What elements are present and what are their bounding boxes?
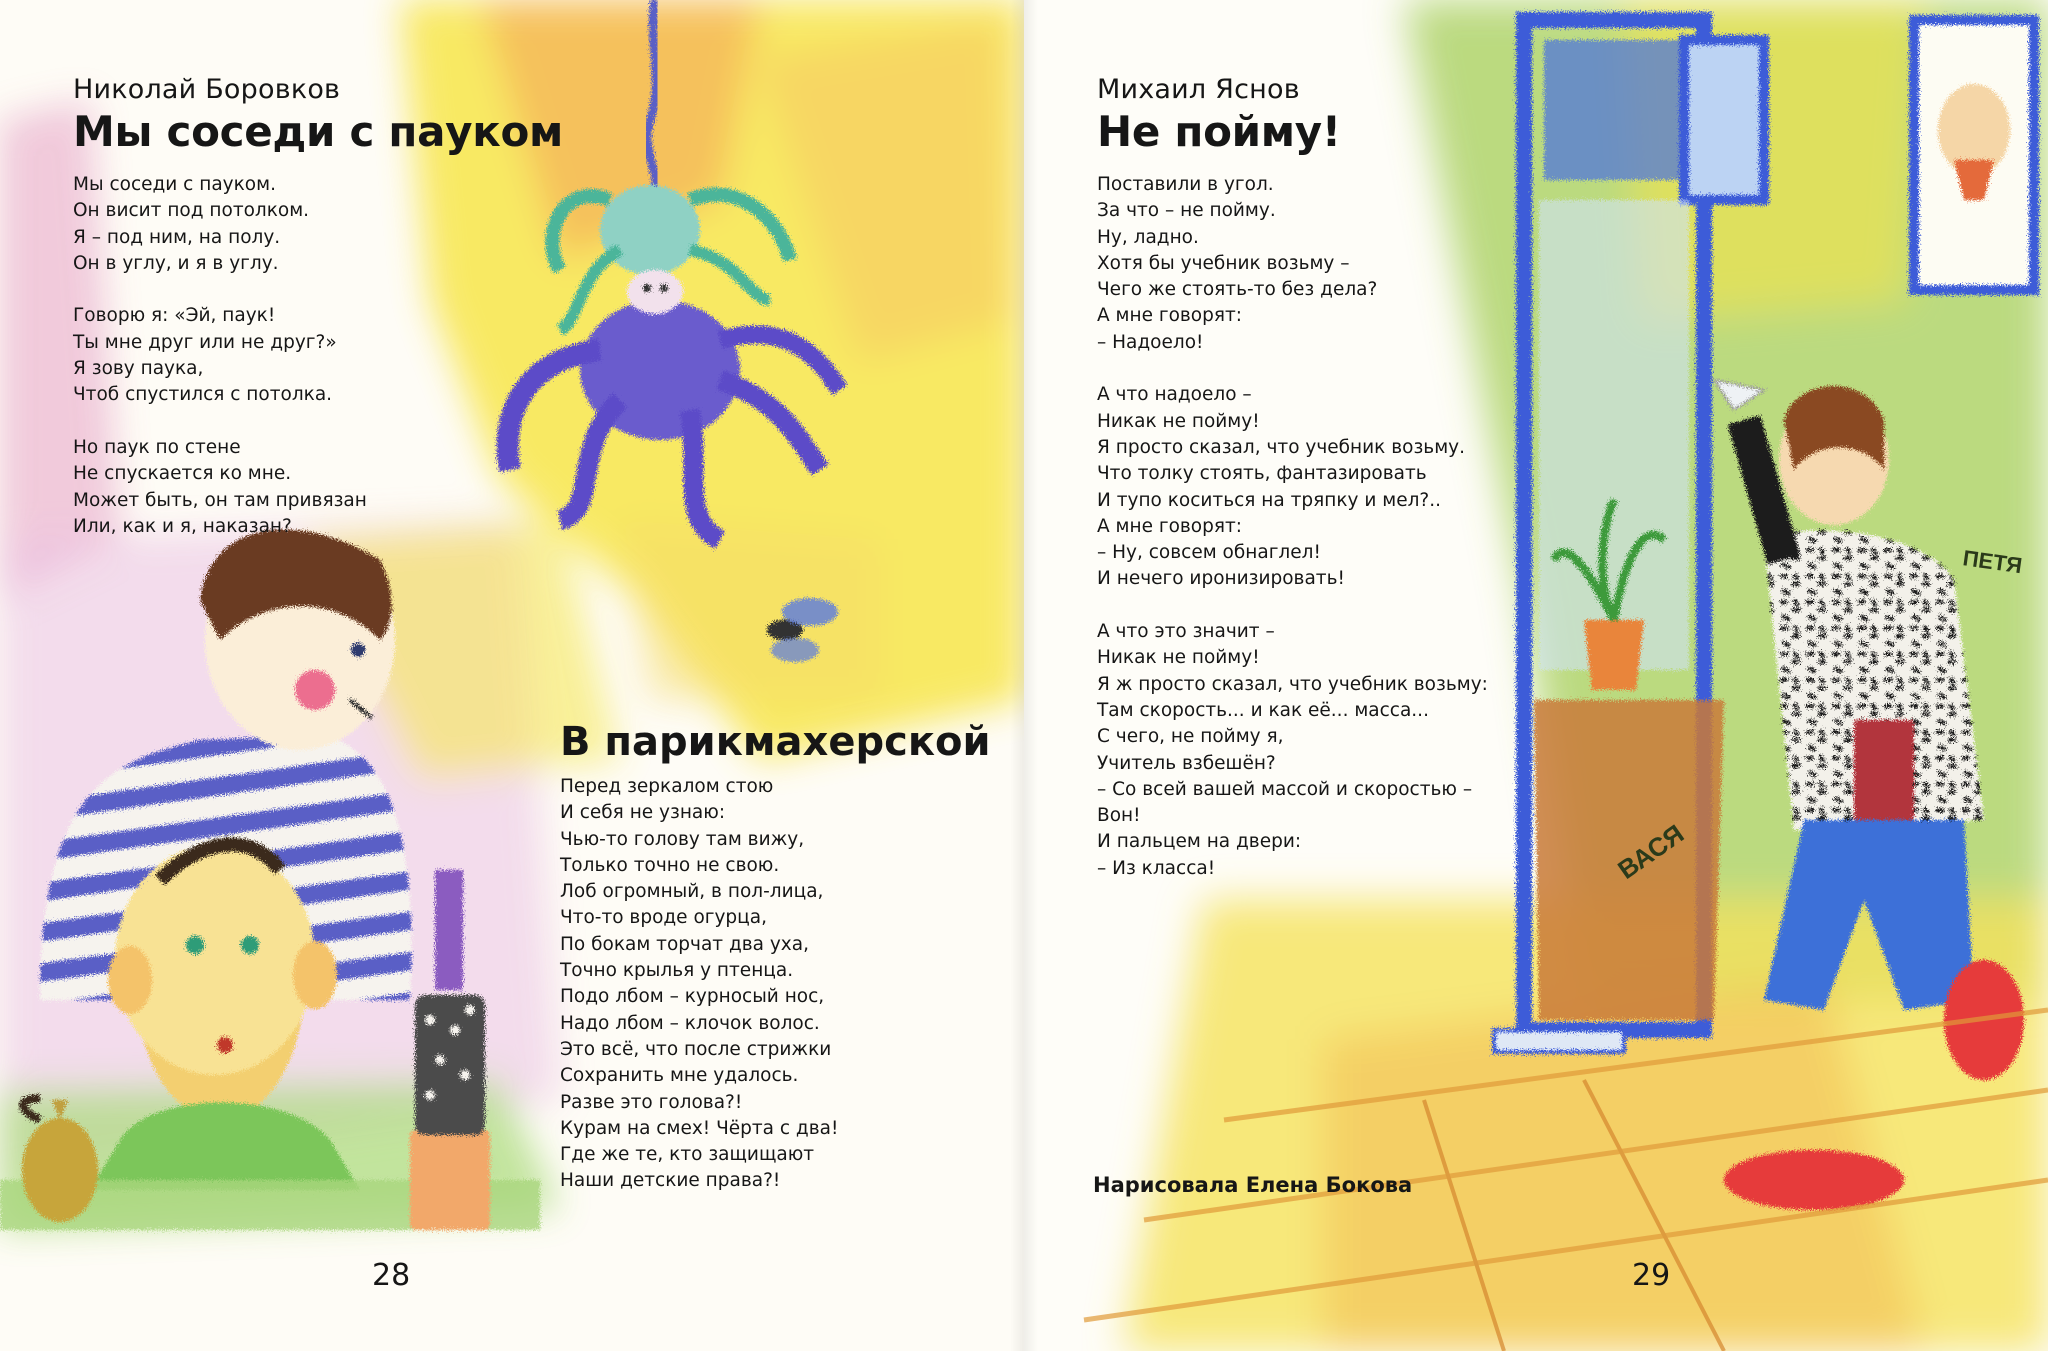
wall-scribble-2: ВАСЯ [1612, 818, 1690, 885]
poem-line: – Со всей вашей массой и скоростью – [1097, 778, 1473, 800]
wall-portrait [1914, 20, 2034, 290]
poem-line: Что-то вроде огурца, [560, 907, 767, 929]
poem-line: – Из класса! [1097, 857, 1216, 879]
poem-line: Разве это голова?! [560, 1091, 743, 1113]
poem-line: Чего же стоять-то без дела? [1097, 279, 1378, 301]
poem-line: Он в углу, и я в углу. [73, 252, 279, 274]
poem-line: Лоб огромный, в пол-лица, [560, 881, 824, 903]
poem-line: – Надоело! [1097, 331, 1204, 353]
page-number-left: 28 [372, 1258, 411, 1293]
poem-line: Перед зеркалом стою [560, 776, 774, 797]
poem-line: Никак не пойму! [1097, 410, 1260, 432]
poem-line: Говорю я: «Эй, паук! [73, 305, 276, 327]
poem-line: Я просто сказал, что учебник возьму. [1097, 436, 1465, 458]
poem-line: И тупо коситься на тряпку и мел?.. [1097, 489, 1441, 511]
poem-line: Учитель взбешён? [1097, 752, 1276, 774]
poem-spider [73, 74, 563, 540]
poem-line: Только точно не свою. [560, 854, 780, 876]
stanza-break [73, 409, 563, 435]
poem-line: А что надоело – [1097, 384, 1252, 406]
poem-line: Наши детские права?! [560, 1170, 781, 1192]
poem-line: Подо лбом – курносый нос, [560, 986, 825, 1008]
poem-line: Чтоб спустился с потолка. [73, 384, 333, 406]
poem-line: Хотя бы учебник возьму – [1097, 252, 1350, 274]
poem-line: Курам на смех! Чёрта с два! [560, 1117, 839, 1139]
poem-line: Что толку стоять, фантазировать [1097, 463, 1427, 485]
book-gutter [1010, 0, 1038, 1351]
poem-line: А мне говорят: [1097, 305, 1242, 327]
poem-body [73, 172, 563, 540]
poem-line: Ну, ладно. [1097, 226, 1199, 248]
poem-author: Михаил Яснов [1097, 74, 1300, 105]
poem-barbershop [560, 718, 990, 1195]
poem-line: Это всё, что после стрижки [560, 1038, 832, 1060]
poem-line: Или, как и я, наказан? [73, 515, 292, 537]
poem-line: И пальцем на двери: [1097, 831, 1302, 853]
poem-line: Поставили в угол. [1097, 174, 1274, 195]
stanza-break [1097, 593, 1488, 619]
poem-title: В парикмахерской [560, 719, 991, 765]
poem-line: По бокам торчат два уха, [560, 933, 809, 955]
poem-author: Николай Боровков [73, 74, 341, 105]
poem-line: Может быть, он там привязан [73, 489, 367, 511]
poem-line: И нечего иронизировать! [1097, 568, 1345, 590]
right-page [1024, 0, 2048, 1351]
poem-line: Где же те, кто защищают [560, 1144, 815, 1166]
poem-body [1097, 172, 1488, 882]
poem-line: Не спускается ко мне. [73, 463, 292, 485]
poem-line: Вон! [1097, 805, 1141, 827]
poem-line: Надо лбом – клочок волос. [560, 1012, 820, 1034]
poem-line: И себя не узнаю: [560, 802, 726, 824]
illustrator-credit: Нарисовала Елена Бокова [1093, 1173, 1413, 1197]
poem-line: Там скорость... и как её... масса... [1097, 699, 1429, 721]
poem-wont-understand [1097, 74, 1488, 882]
poem-line: А что это значит – [1097, 621, 1275, 643]
poem-line: Мы соседи с пауком. [73, 174, 276, 195]
stanza-break [73, 277, 563, 303]
wall-scribble-1: ПЕТЯ [1961, 545, 2024, 579]
stanza-break [1097, 356, 1488, 382]
poem-line: Чью-то голову там вижу, [560, 828, 805, 850]
poem-line: Я ж просто сказал, что учебник возьму: [1097, 673, 1488, 695]
poem-body [560, 774, 990, 1195]
poem-line: – Ну, совсем обнаглел! [1097, 542, 1321, 564]
poem-line: Никак не пойму! [1097, 647, 1260, 669]
poem-line: Я зову паука, [73, 358, 204, 380]
poem-line: Ты мне друг или не друг?» [73, 331, 337, 353]
poem-line: А мне говорят: [1097, 515, 1242, 537]
poem-line: За что – не пойму. [1097, 200, 1276, 222]
poem-line: Точно крылья у птенца. [560, 960, 794, 982]
poem-title: Мы соседи с пауком [73, 107, 564, 156]
poem-line: С чего, не пойму я, [1097, 726, 1284, 748]
poem-title: Не пойму! [1097, 107, 1341, 156]
poem-line: Я – под ним, на полу. [73, 226, 281, 248]
poem-line: Он висит под потолком. [73, 200, 310, 222]
poem-line: Сохранить мне удалось. [560, 1065, 799, 1087]
page-number-right: 29 [1632, 1258, 1671, 1293]
poem-line: Но паук по стене [73, 436, 241, 458]
